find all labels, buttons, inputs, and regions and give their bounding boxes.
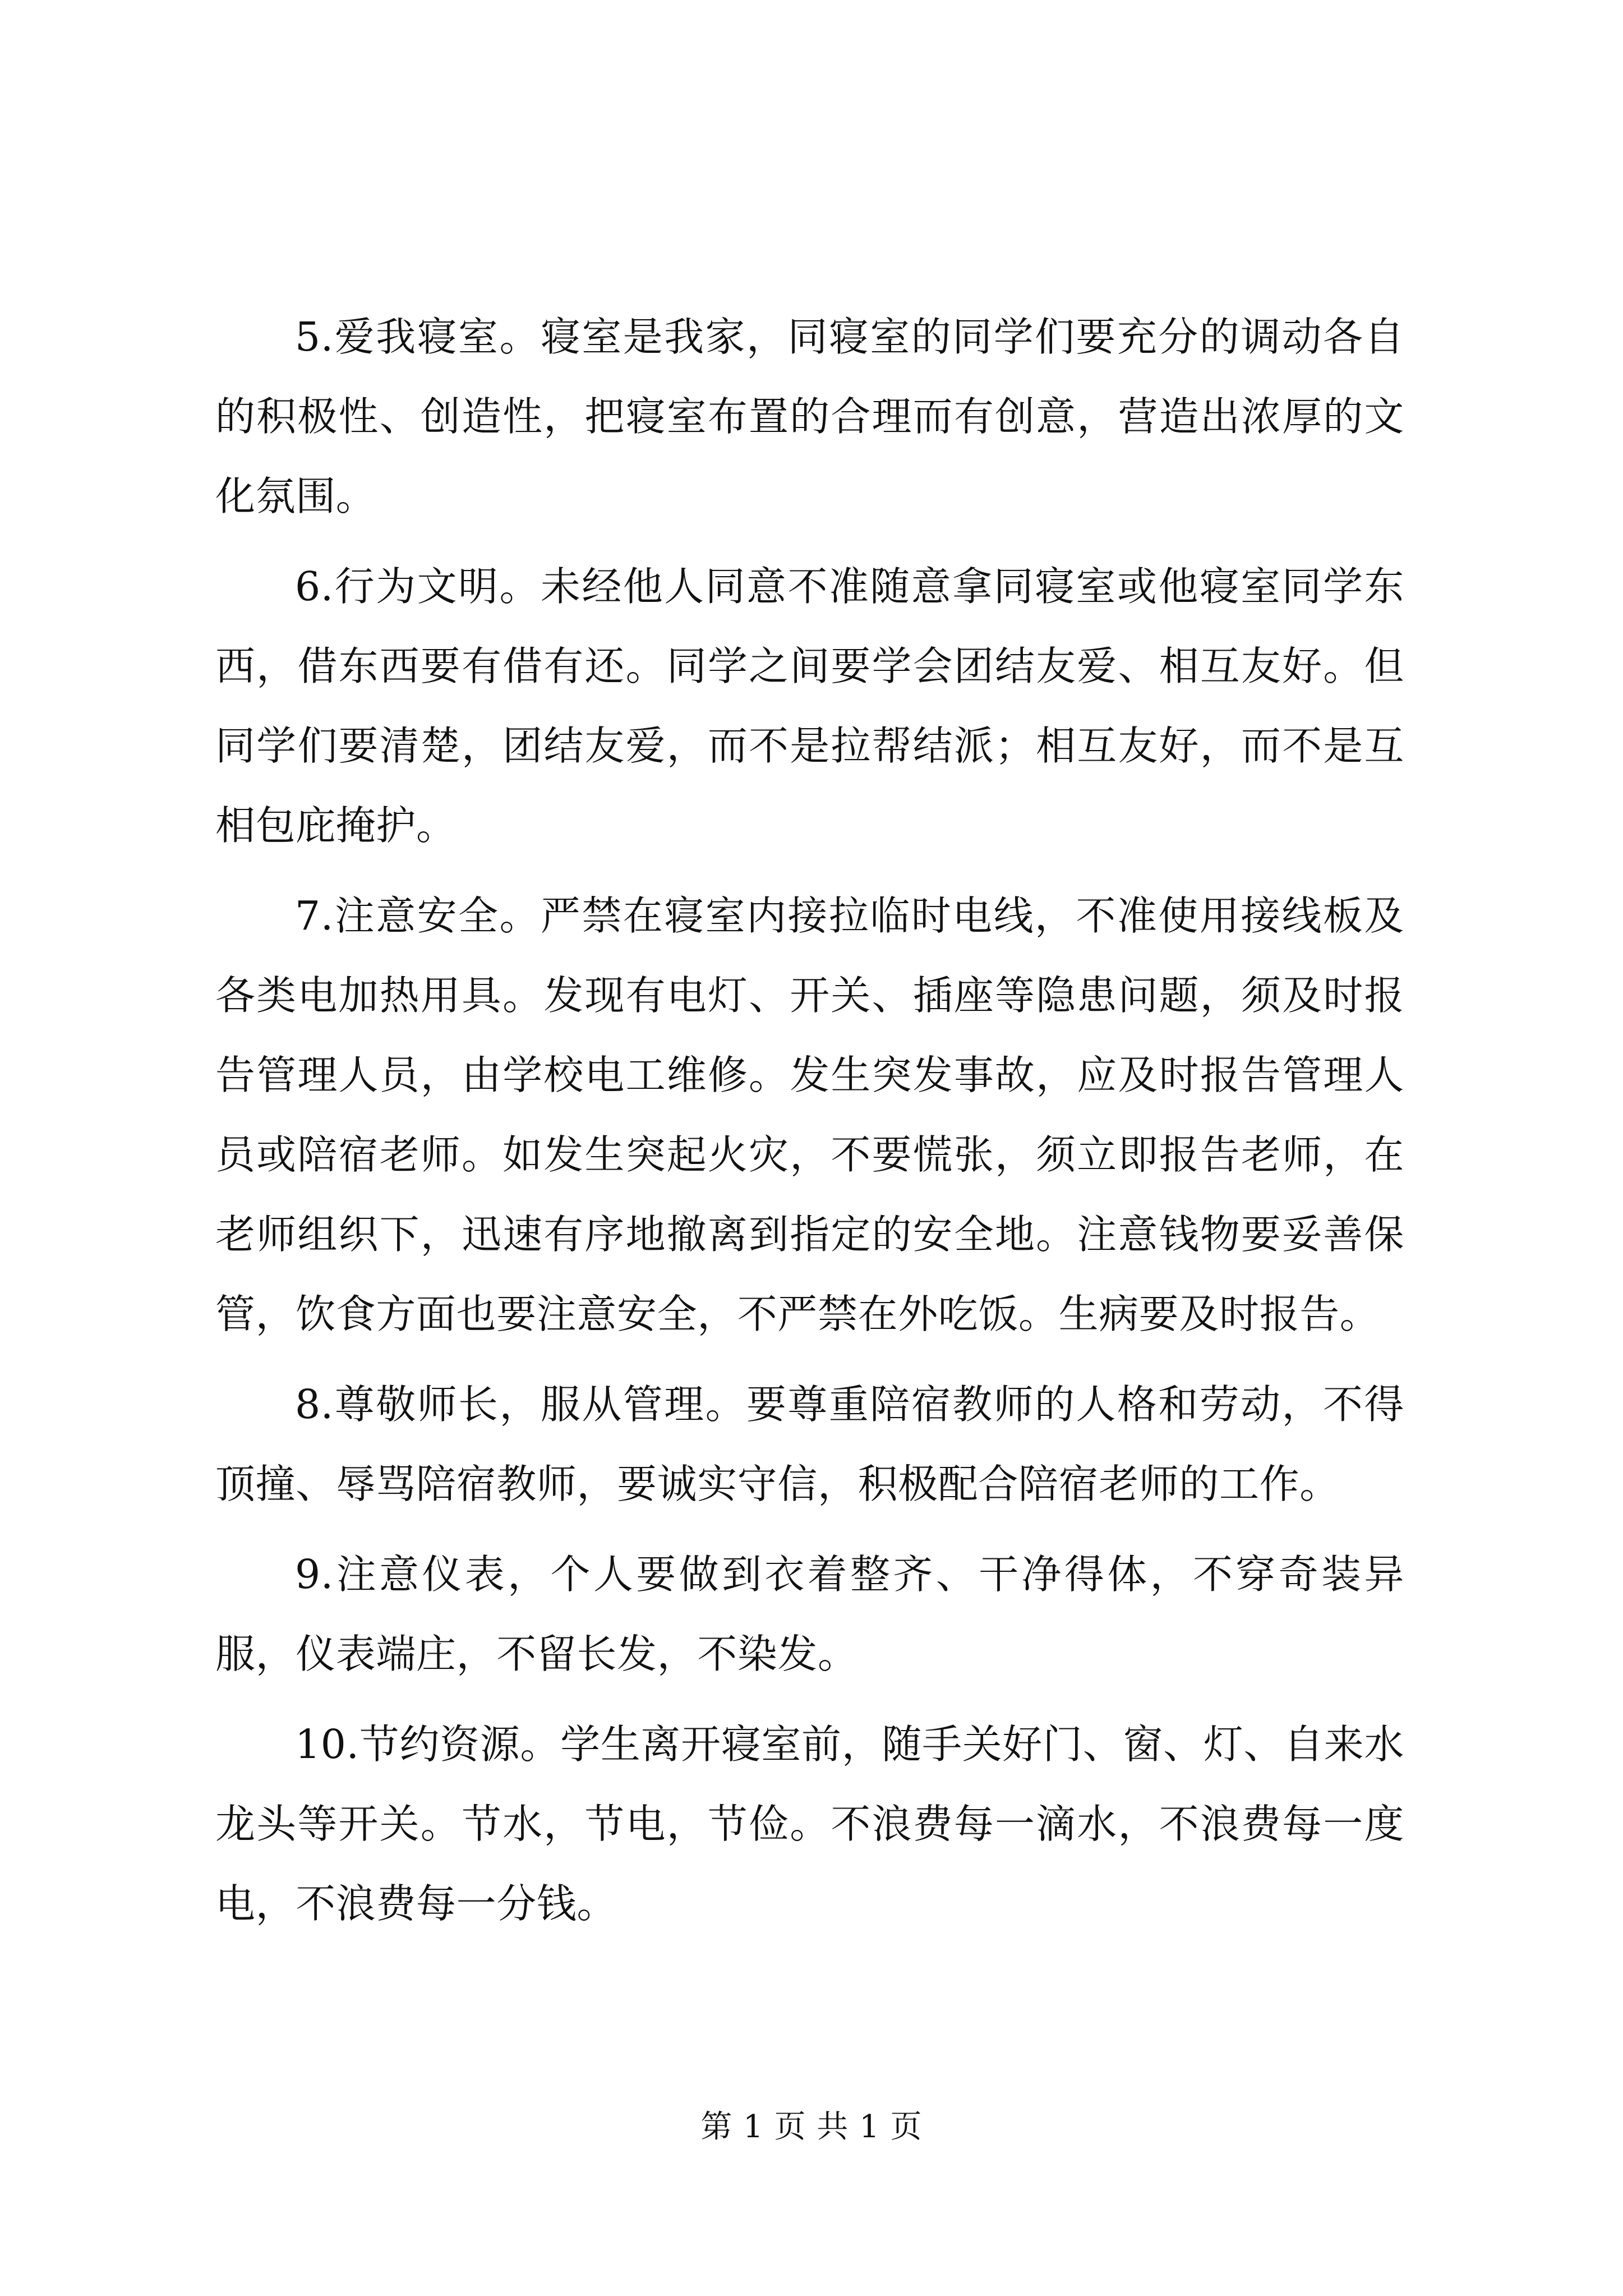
paragraph-item-9: 9.注意仪表，个人要做到衣着整齐、干净得体，不穿奇装异服，仪表端庄，不留长发，不染发。 <box>215 1551 1404 1677</box>
paragraph-item-8: 8.尊敬师长，服从管理。要尊重陪宿教师的人格和劳动，不得顶撞、辱骂陪宿教师，要诚实守信，积极配合陪宿老师的工作。 <box>215 1381 1404 1507</box>
document-body <box>215 297 1404 1954</box>
paragraph-item-6: 6.行为文明。未经他人同意不准随意拿同寝室或他寝室同学东西，借东西要有借有还。同学之间要学会团结友爱、相互友好。但同学们要清楚，团结友爱，而不是拉帮结派；相互友好，而不是互相包庇掩护。 <box>215 563 1404 849</box>
paragraph-item-10: 10.节约资源。学生离开寝室前，随手关好门、窗、灯、自来水龙头等开关。节水，节电，节俭。不浪费每一滴水，不浪费每一度电，不浪费每一分钱。 <box>215 1721 1404 1927</box>
page-number-footer: 第 1 页 共 1 页 <box>700 2109 923 2145</box>
paragraph-item-7: 7.注意安全。严禁在寝室内接拉临时电线，不准使用接线板及各类电加热用具。发现有电灯、开关、插座等隐患问题，须及时报告管理人员，由学校电工维修。发生突发事故，应及时报告管理人员或陪宿老师。如发生突起火灾，不要慌张，须立即报告老师，在老师组织下，迅速有序地撤离到指定的安全地。注意钱物要妥善保管，饮食方面也要注意安全，不严禁在外吃饭。生病要及时报告。 <box>215 892 1404 1337</box>
paragraph-item-5: 5.爱我寝室。寝室是我家，同寝室的同学们要充分的调动各自的积极性、创造性，把寝室布置的合理而有创意，营造出浓厚的文化氛围。 <box>215 314 1404 519</box>
